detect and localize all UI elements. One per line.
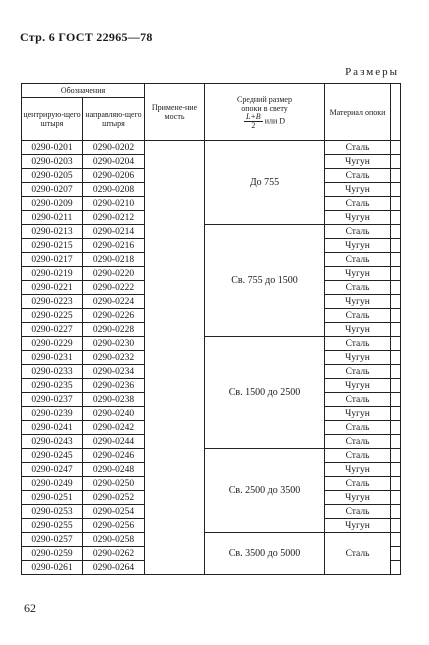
size-header-line2: опоки в свету [241, 103, 288, 113]
material-cell: Чугун [325, 463, 391, 477]
blank-cell [391, 323, 401, 337]
centering-pin-code: 0290-0207 [22, 183, 83, 197]
blank-cell [391, 519, 401, 533]
blank-cell [391, 533, 401, 547]
material-cell: Чугун [325, 239, 391, 253]
centering-pin-code: 0290-0247 [22, 463, 83, 477]
material-cell: Сталь [325, 253, 391, 267]
guide-pin-code: 0290-0220 [83, 267, 145, 281]
centering-pin-code: 0290-0259 [22, 547, 83, 561]
material-cell: Сталь [325, 477, 391, 491]
blank-cell [391, 253, 401, 267]
blank-cell [391, 491, 401, 505]
centering-pin-code: 0290-0221 [22, 281, 83, 295]
blank-cell [391, 449, 401, 463]
applicability-cell [145, 141, 205, 575]
material-cell: Сталь [325, 421, 391, 435]
size-formula-fraction [244, 113, 263, 130]
guide-pin-code: 0290-0248 [83, 463, 145, 477]
guide-pin-code: 0290-0232 [83, 351, 145, 365]
designations-header: Обозначения [22, 84, 145, 98]
guide-pin-code: 0290-0256 [83, 519, 145, 533]
centering-pin-code: 0290-0237 [22, 393, 83, 407]
material-cell: Сталь [325, 169, 391, 183]
material-cell: Чугун [325, 183, 391, 197]
blank-cell [391, 407, 401, 421]
centering-pin-code: 0290-0245 [22, 449, 83, 463]
guide-pin-code: 0290-0254 [83, 505, 145, 519]
centering-pin-code: 0290-0229 [22, 337, 83, 351]
centering-pin-code: 0290-0211 [22, 211, 83, 225]
guide-pin-code: 0290-0234 [83, 365, 145, 379]
guide-pin-code: 0290-0216 [83, 239, 145, 253]
blank-cell [391, 463, 401, 477]
blank-cell [391, 351, 401, 365]
material-cell: Сталь [325, 449, 391, 463]
size-header-line1: Средний размер [237, 94, 292, 104]
material-cell: Чугун [325, 379, 391, 393]
guide-pin-code: 0290-0212 [83, 211, 145, 225]
guide-pin-code: 0290-0244 [83, 435, 145, 449]
table-body [22, 141, 401, 575]
blank-cell [391, 393, 401, 407]
centering-pin-code: 0290-0239 [22, 407, 83, 421]
size-header [205, 84, 325, 141]
centering-pin-code: 0290-0235 [22, 379, 83, 393]
blank-cell [391, 141, 401, 155]
guide-pin-code: 0290-0214 [83, 225, 145, 239]
centering-pin-code: 0290-0217 [22, 253, 83, 267]
guide-pin-code: 0290-0208 [83, 183, 145, 197]
material-cell: Чугун [325, 519, 391, 533]
material-cell: Сталь [325, 197, 391, 211]
material-cell: Чугун [325, 491, 391, 505]
centering-pin-code: 0290-0227 [22, 323, 83, 337]
guide-pin-code: 0290-0240 [83, 407, 145, 421]
guide-pin-code: 0290-0230 [83, 337, 145, 351]
applicability-header: Примене-ние мость [145, 84, 205, 141]
page-header: Стр. 6 ГОСТ 22965—78 [20, 30, 153, 44]
material-cell: Сталь [325, 141, 391, 155]
centering-pin-code: 0290-0255 [22, 519, 83, 533]
size-formula-numerator: L+B [245, 111, 261, 121]
guide-pin-code: 0290-0202 [83, 141, 145, 155]
material-cell: Сталь [325, 505, 391, 519]
centering-pin-code: 0290-0243 [22, 435, 83, 449]
guide-pin-code: 0290-0204 [83, 155, 145, 169]
blank-cell [391, 337, 401, 351]
material-cell: Сталь [325, 365, 391, 379]
guide-pin-code: 0290-0242 [83, 421, 145, 435]
centering-pin-code: 0290-0219 [22, 267, 83, 281]
centering-pin-code: 0290-0241 [22, 421, 83, 435]
centering-pin-code: 0290-0213 [22, 225, 83, 239]
table-row [22, 337, 401, 351]
centering-pin-code: 0290-0231 [22, 351, 83, 365]
centering-pin-code: 0290-0223 [22, 295, 83, 309]
blank-cell [391, 169, 401, 183]
guide-pin-code: 0290-0236 [83, 379, 145, 393]
centering-pin-header: центрирую-щего штыря [22, 98, 83, 141]
centering-pin-code: 0290-0253 [22, 505, 83, 519]
size-formula-denominator: 2 [251, 120, 256, 130]
blank-cell [391, 281, 401, 295]
blank-cell [391, 197, 401, 211]
blank-cell [391, 435, 401, 449]
guide-pin-code: 0290-0210 [83, 197, 145, 211]
centering-pin-code: 0290-0215 [22, 239, 83, 253]
centering-pin-code: 0290-0225 [22, 309, 83, 323]
material-cell: Сталь [325, 393, 391, 407]
size-formula-suffix: или D [264, 115, 286, 125]
blank-cell [391, 155, 401, 169]
material-cell: Сталь [325, 435, 391, 449]
material-cell: Чугун [325, 211, 391, 225]
centering-pin-code: 0290-0203 [22, 155, 83, 169]
blank-header [391, 84, 401, 141]
blank-cell [391, 365, 401, 379]
guide-pin-code: 0290-0250 [83, 477, 145, 491]
material-cell: Чугун [325, 407, 391, 421]
table-row [22, 533, 401, 547]
material-cell: Сталь [325, 225, 391, 239]
blank-cell [391, 211, 401, 225]
centering-pin-code: 0290-0257 [22, 533, 83, 547]
blank-cell [391, 183, 401, 197]
blank-cell [391, 239, 401, 253]
blank-cell [391, 477, 401, 491]
guide-pin-code: 0290-0246 [83, 449, 145, 463]
section-label: Размеры [345, 66, 399, 78]
guide-pin-header: направляю-щего штыря [83, 98, 145, 141]
table-row [22, 225, 401, 239]
specification-table [21, 83, 401, 575]
material-cell: Сталь [325, 309, 391, 323]
table-row [22, 449, 401, 463]
material-cell: Сталь [325, 337, 391, 351]
material-cell: Сталь [325, 533, 391, 575]
size-range-cell: Св. 755 до 1500 [205, 225, 325, 337]
size-range-cell: Св. 2500 до 3500 [205, 449, 325, 533]
material-cell: Чугун [325, 155, 391, 169]
centering-pin-code: 0290-0233 [22, 365, 83, 379]
material-cell: Чугун [325, 295, 391, 309]
blank-cell [391, 505, 401, 519]
size-range-cell: Св. 3500 до 5000 [205, 533, 325, 575]
guide-pin-code: 0290-0252 [83, 491, 145, 505]
size-range-cell: Св. 1500 до 2500 [205, 337, 325, 449]
blank-cell [391, 379, 401, 393]
blank-cell [391, 547, 401, 561]
blank-cell [391, 295, 401, 309]
centering-pin-code: 0290-0205 [22, 169, 83, 183]
material-header: Материал опоки [325, 84, 391, 141]
centering-pin-code: 0290-0251 [22, 491, 83, 505]
guide-pin-code: 0290-0238 [83, 393, 145, 407]
blank-cell [391, 267, 401, 281]
guide-pin-code: 0290-0258 [83, 533, 145, 547]
guide-pin-code: 0290-0206 [83, 169, 145, 183]
size-range-cell: До 755 [205, 141, 325, 225]
blank-cell [391, 421, 401, 435]
table-row [22, 141, 401, 155]
centering-pin-code: 0290-0261 [22, 561, 83, 575]
centering-pin-code: 0290-0209 [22, 197, 83, 211]
guide-pin-code: 0290-0264 [83, 561, 145, 575]
guide-pin-code: 0290-0228 [83, 323, 145, 337]
material-cell: Чугун [325, 351, 391, 365]
page-number: 62 [24, 601, 36, 615]
centering-pin-code: 0290-0201 [22, 141, 83, 155]
material-cell: Чугун [325, 323, 391, 337]
guide-pin-code: 0290-0262 [83, 547, 145, 561]
material-cell: Чугун [325, 267, 391, 281]
blank-cell [391, 561, 401, 575]
material-cell: Сталь [325, 281, 391, 295]
guide-pin-code: 0290-0224 [83, 295, 145, 309]
guide-pin-code: 0290-0218 [83, 253, 145, 267]
guide-pin-code: 0290-0226 [83, 309, 145, 323]
guide-pin-code: 0290-0222 [83, 281, 145, 295]
centering-pin-code: 0290-0249 [22, 477, 83, 491]
blank-cell [391, 309, 401, 323]
blank-cell [391, 225, 401, 239]
